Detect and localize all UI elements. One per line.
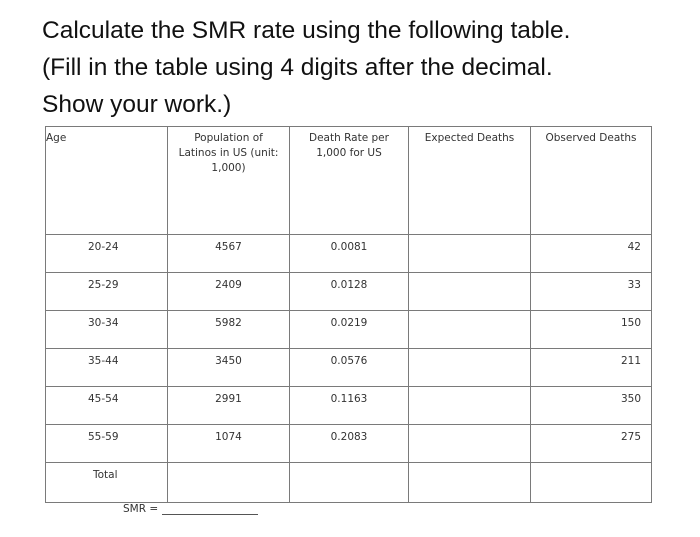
cell-death-rate: 0.0128	[290, 273, 409, 311]
header-population-text: Population of Latinos in US (unit: 1,000)	[178, 132, 279, 174]
cell-observed-deaths: 150	[531, 311, 652, 349]
cell-death-rate: 0.1163	[290, 387, 409, 425]
table-row	[46, 387, 652, 425]
table-row	[46, 425, 652, 463]
cell-population: 2991	[168, 387, 290, 425]
cell-expected-deaths[interactable]	[409, 349, 531, 387]
cell-age: 30-34	[46, 311, 168, 349]
cell-death-rate: 0.2083	[290, 425, 409, 463]
cell-observed-deaths: 42	[531, 235, 652, 273]
question-line-2: (Fill in the table using 4 digits after the decimal.	[42, 54, 553, 81]
smr-answer-blank[interactable]	[162, 514, 258, 515]
cell-death-rate: 0.0081	[290, 235, 409, 273]
cell-expected-deaths[interactable]	[409, 387, 531, 425]
cell-death-rate: 0.0576	[290, 349, 409, 387]
total-observed-deaths-cell[interactable]	[531, 463, 652, 503]
cell-expected-deaths[interactable]	[409, 235, 531, 273]
cell-expected-deaths[interactable]	[409, 425, 531, 463]
cell-age: 20-24	[46, 235, 168, 273]
question-text	[42, 12, 682, 123]
cell-death-rate: 0.0219	[290, 311, 409, 349]
cell-observed-deaths: 211	[531, 349, 652, 387]
cell-population: 5982	[168, 311, 290, 349]
cell-observed-deaths: 275	[531, 425, 652, 463]
table-row	[46, 311, 652, 349]
cell-age: 45-54	[46, 387, 168, 425]
table-row	[46, 349, 652, 387]
header-expected-deaths: Expected Deaths	[409, 127, 531, 235]
cell-population: 1074	[168, 425, 290, 463]
table-row	[46, 235, 652, 273]
cell-observed-deaths: 33	[531, 273, 652, 311]
header-death-rate-text: Death Rate per 1,000 for US	[309, 132, 389, 159]
header-death-rate	[290, 127, 409, 235]
total-row	[46, 463, 652, 503]
cell-expected-deaths[interactable]	[409, 311, 531, 349]
smr-label: SMR =	[123, 503, 159, 515]
total-death-rate-cell[interactable]	[290, 463, 409, 503]
cell-observed-deaths: 350	[531, 387, 652, 425]
cell-population: 3450	[168, 349, 290, 387]
header-observed-deaths: Observed Deaths	[531, 127, 652, 235]
header-age: Age	[46, 127, 168, 235]
cell-population: 4567	[168, 235, 290, 273]
cell-population: 2409	[168, 273, 290, 311]
cell-age: 25-29	[46, 273, 168, 311]
total-expected-deaths-cell[interactable]	[409, 463, 531, 503]
question-line-3: Show your work.)	[42, 91, 232, 118]
table-header-row	[46, 127, 652, 235]
cell-age: 35-44	[46, 349, 168, 387]
total-label: Total	[46, 463, 168, 503]
question-line-1: Calculate the SMR rate using the following table.	[42, 17, 571, 44]
cell-age: 55-59	[46, 425, 168, 463]
smr-table	[45, 126, 652, 503]
header-population	[168, 127, 290, 235]
cell-expected-deaths[interactable]	[409, 273, 531, 311]
table-row	[46, 273, 652, 311]
total-population-cell[interactable]	[168, 463, 290, 503]
